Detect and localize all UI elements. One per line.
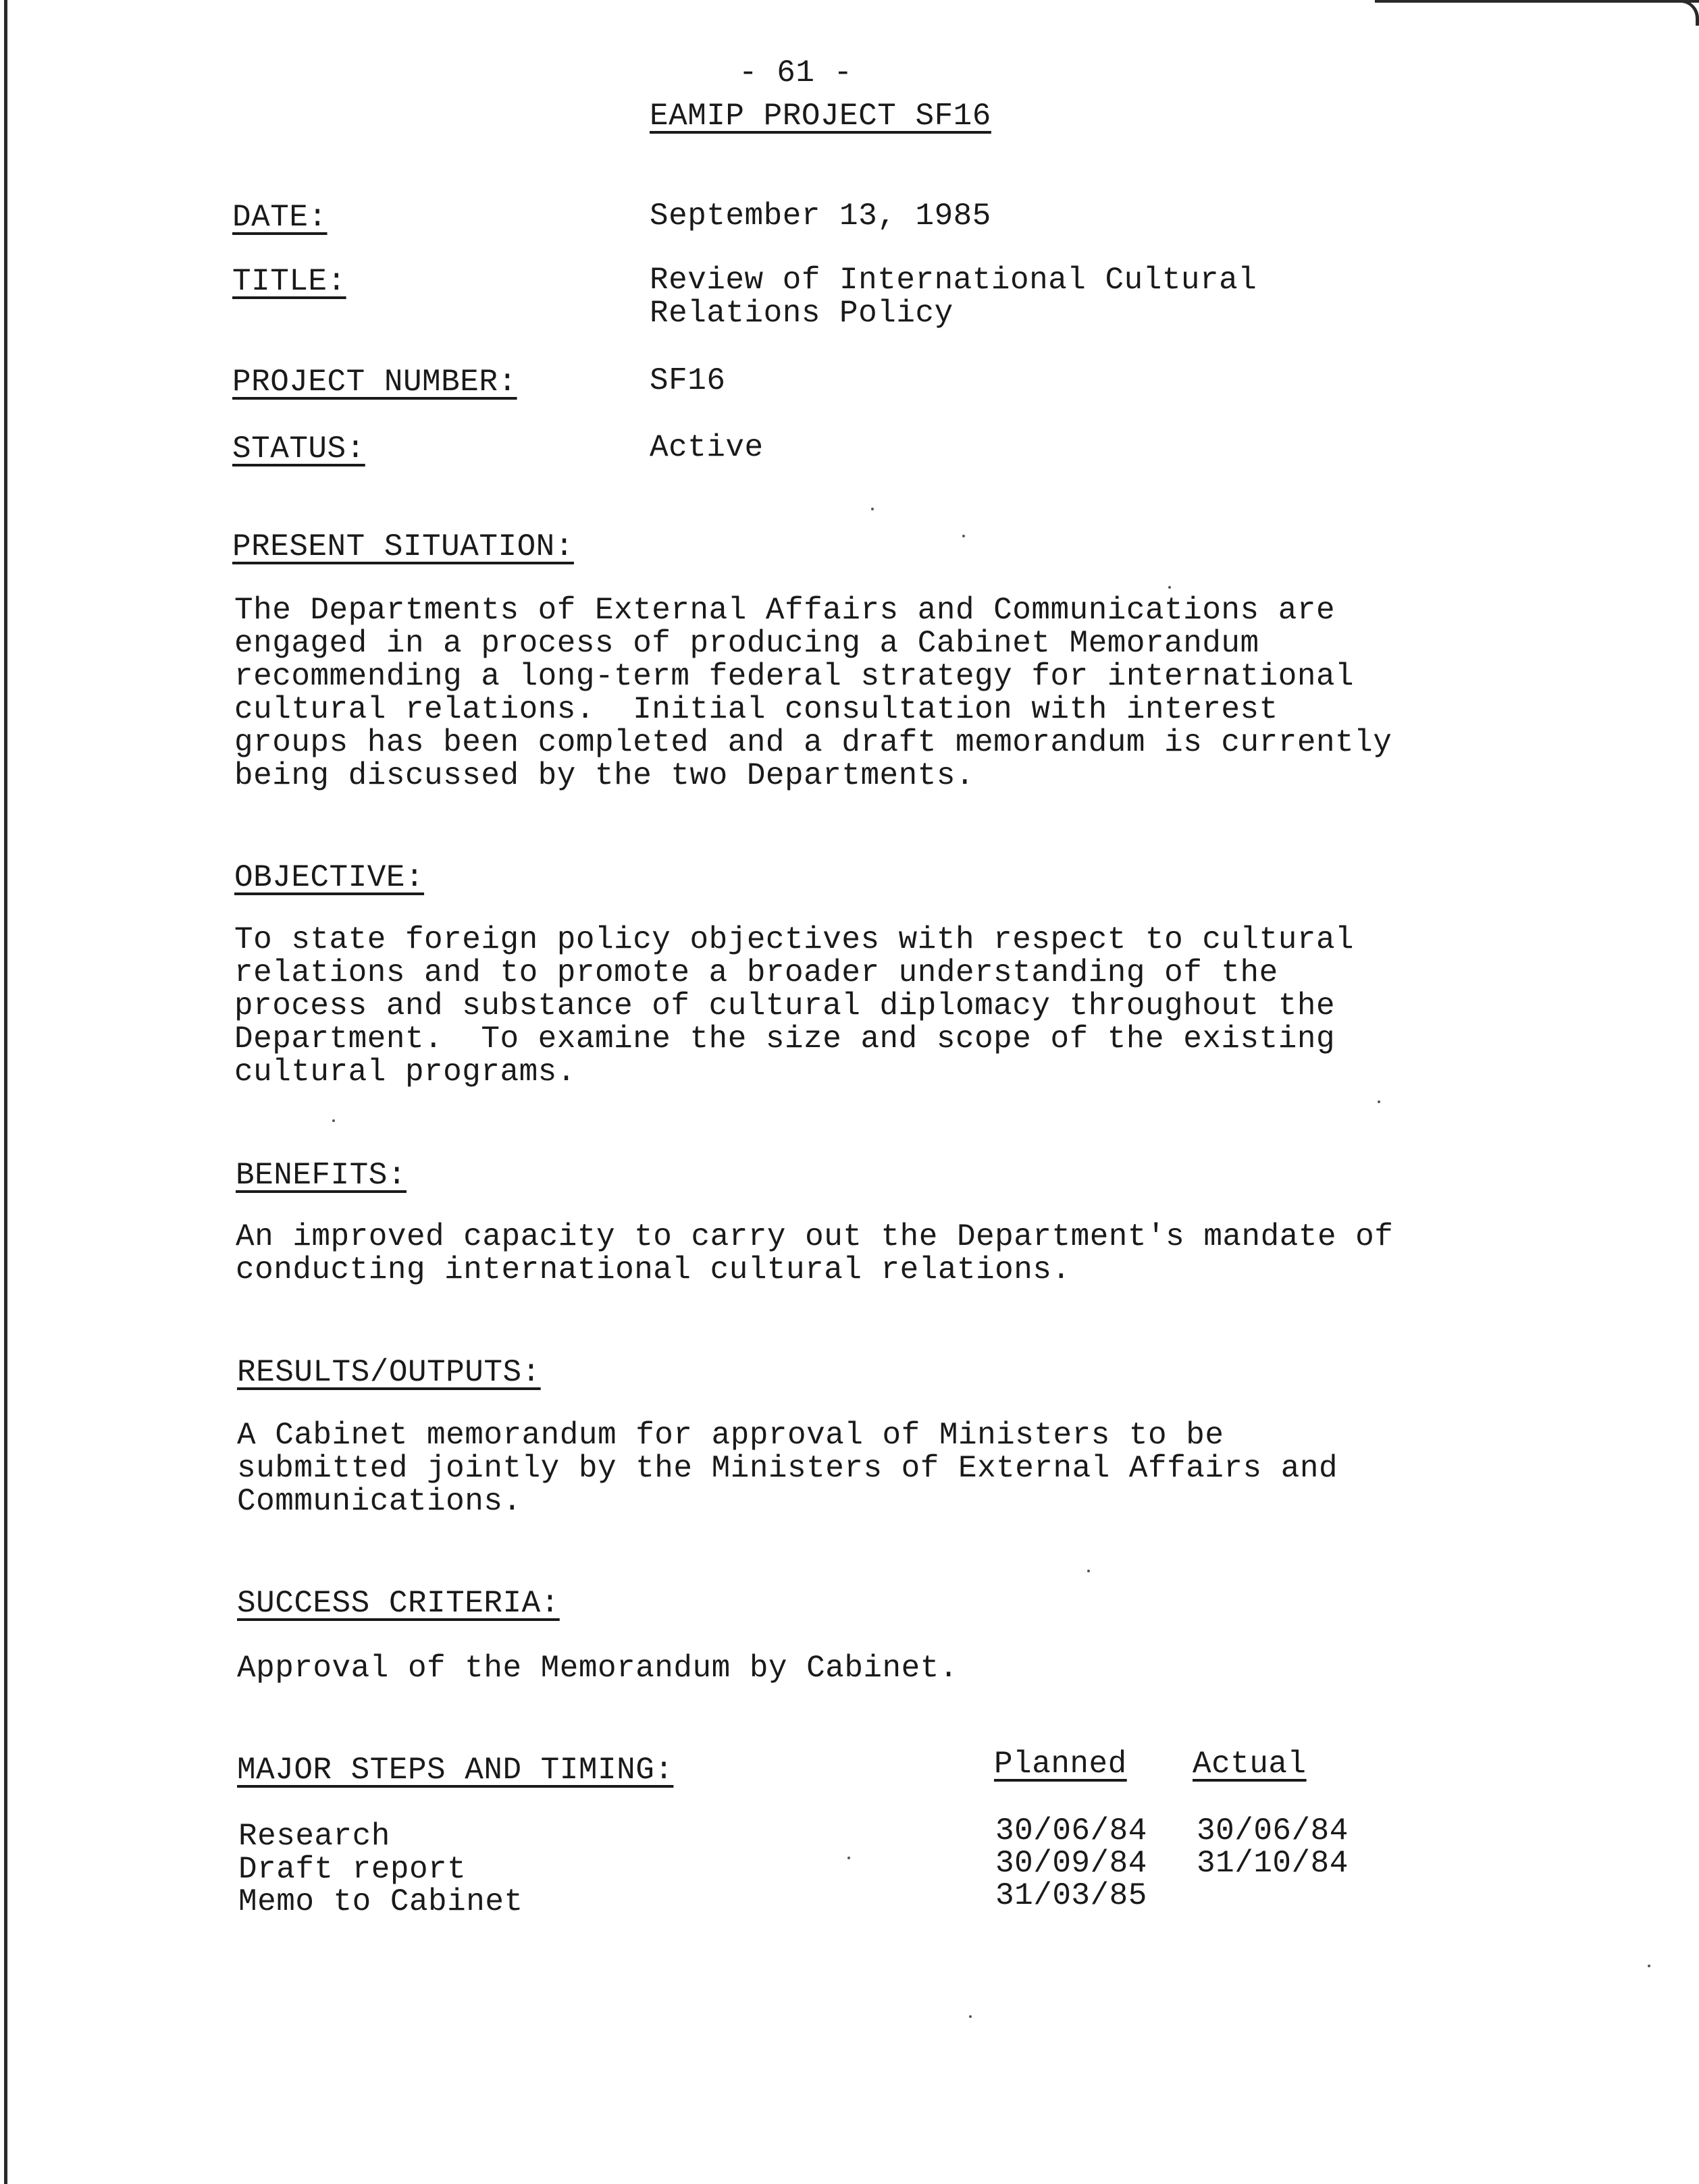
scan-speck [1648, 1965, 1650, 1967]
present-situation-body: The Departments of External Affairs and Communications are engaged in a process of producing a Cabinet Memorandum recommending a long-term federal strategy for international cultural relations. Initial consultation with interest groups has been completed and a draft memorandum is currently being discussed by the two Departments. [234, 593, 1392, 793]
project-heading: EAMIP PROJECT SF16 [650, 99, 991, 134]
step-name: Draft report [238, 1852, 467, 1887]
scan-speck [871, 508, 874, 510]
step-name: Research [238, 1819, 390, 1854]
success-criteria-heading: SUCCESS CRITERIA: [237, 1586, 560, 1621]
actual-column-header: Actual [1193, 1747, 1307, 1782]
step-planned-date: 30/06/84 [995, 1813, 1147, 1848]
date-value: September 13, 1985 [650, 198, 991, 234]
scan-speck [1168, 586, 1171, 589]
scan-speck [969, 2015, 972, 2018]
date-label: DATE: [232, 200, 328, 235]
benefits-heading: BENEFITS: [236, 1158, 407, 1193]
scan-speck [1378, 1100, 1380, 1103]
project-number-value: SF16 [650, 363, 726, 398]
scan-speck [332, 1119, 335, 1122]
project-number-label: PROJECT NUMBER: [232, 365, 517, 400]
success-criteria-body: Approval of the Memorandum by Cabinet. [237, 1651, 958, 1686]
step-actual-date: 31/10/84 [1197, 1846, 1349, 1881]
benefits-body: An improved capacity to carry out the Department's mandate of conducting international cultural relations. [236, 1219, 1394, 1287]
scan-speck [847, 1857, 850, 1859]
objective-heading: OBJECTIVE: [234, 860, 425, 895]
step-planned-date: 31/03/85 [995, 1878, 1147, 1913]
status-label: STATUS: [232, 431, 365, 467]
scan-speck [1087, 1570, 1090, 1572]
objective-body: To state foreign policy objectives with respect to cultural relations and to promote a broader understanding of the process and substance of cultural diplomacy throughout the Department. To examine the size and scope of the existing cultural programs. [234, 922, 1355, 1090]
results-outputs-body: A Cabinet memorandum for approval of Ministers to be submitted jointly by the Ministers of External Affairs and Communications. [237, 1418, 1338, 1519]
title-label: TITLE: [232, 264, 346, 299]
step-planned-date: 30/09/84 [995, 1846, 1147, 1881]
scan-left-edge [4, 0, 7, 2184]
present-situation-heading: PRESENT SITUATION: [232, 529, 574, 564]
planned-column-header: Planned [994, 1747, 1127, 1782]
results-outputs-heading: RESULTS/OUTPUTS: [237, 1355, 541, 1390]
scan-speck [962, 535, 965, 537]
title-value: Review of International Cultural Relations Policy [650, 263, 1257, 331]
timing-heading: MAJOR STEPS AND TIMING: [237, 1753, 674, 1788]
step-actual-date: 30/06/84 [1197, 1813, 1349, 1848]
page-number: - 61 - [739, 55, 853, 90]
step-name: Memo to Cabinet [238, 1884, 523, 1919]
scan-corner [1681, 0, 1699, 26]
status-value: Active [650, 430, 764, 465]
scan-top-edge [1375, 0, 1699, 3]
